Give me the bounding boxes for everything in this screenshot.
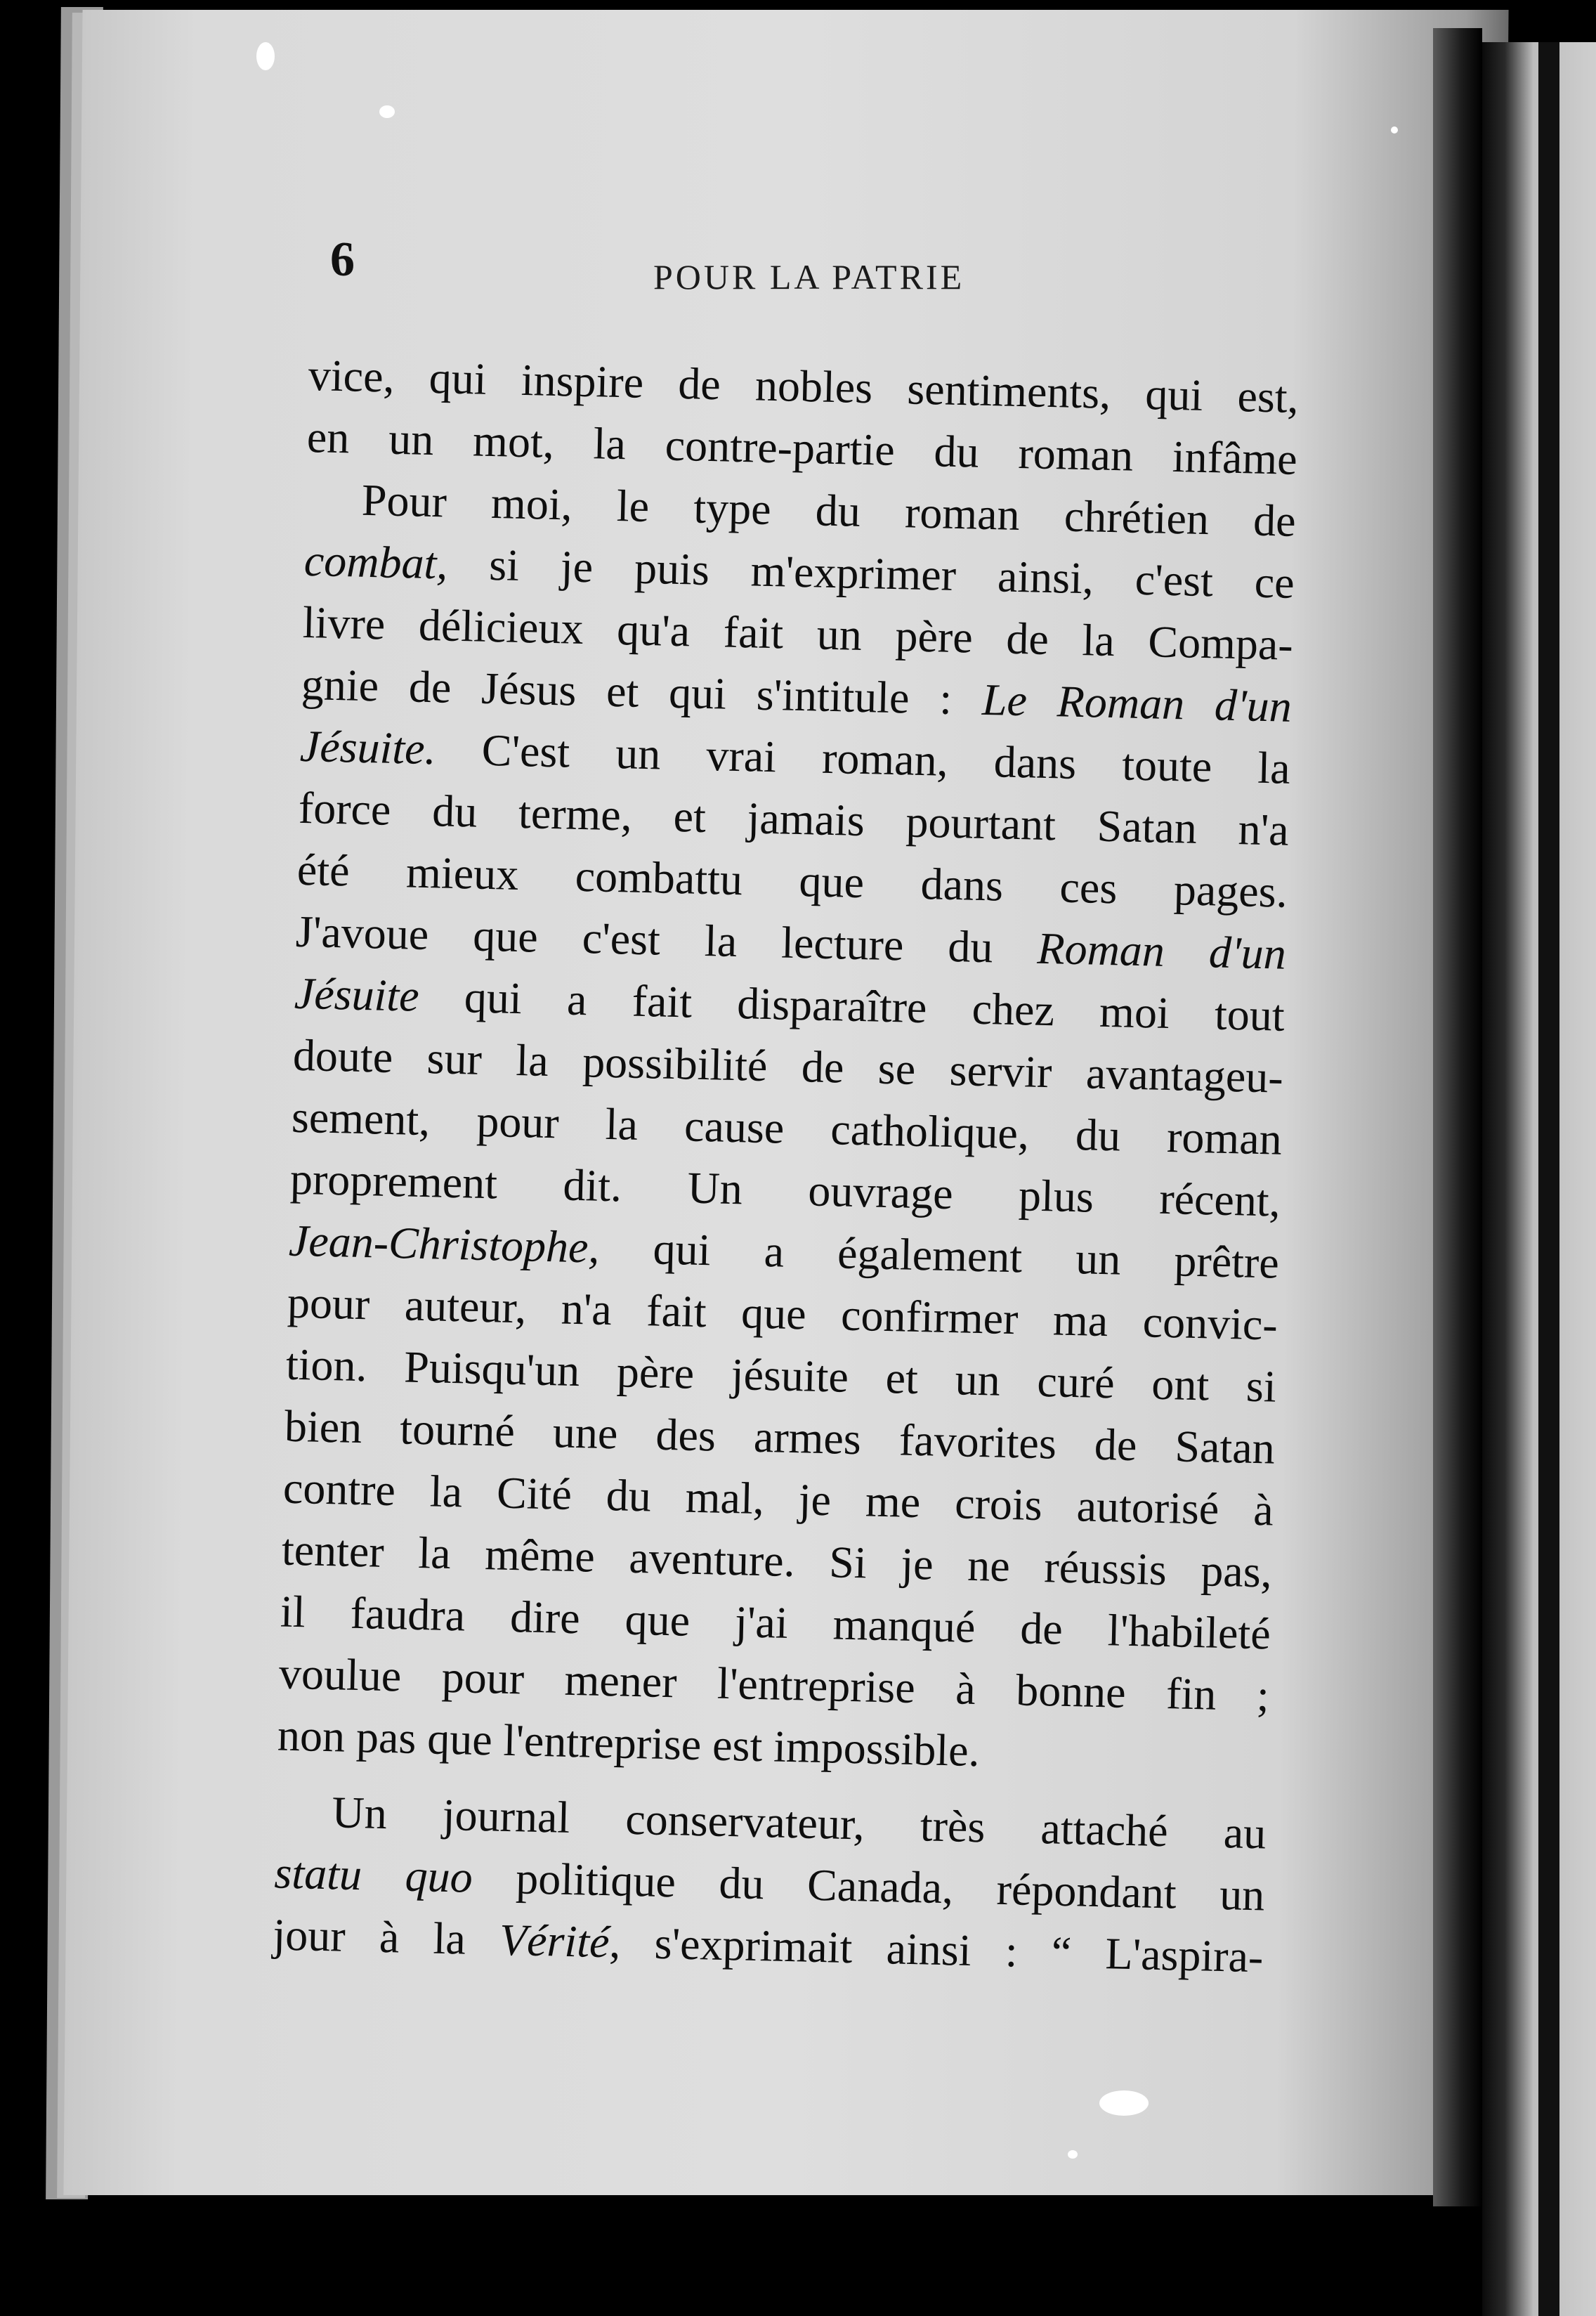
text-line: voulue pour mener l'entreprise à bonne fin ; bbox=[278, 1648, 1270, 1721]
running-title: POUR LA PATRIE bbox=[653, 257, 965, 297]
dust-speck bbox=[1391, 126, 1398, 134]
text-line: bien tourné une des armes favorites de Satan bbox=[284, 1400, 1276, 1473]
text-line: en un mot, la contre-partie du roman infâme bbox=[306, 411, 1298, 484]
text-line: sement, pour la cause catholique, du roman bbox=[291, 1091, 1283, 1164]
text-line: Pour moi, le type du roman chrétien de bbox=[361, 474, 1297, 546]
gutter-shadow bbox=[1433, 28, 1482, 2206]
text-line: Jean-Christophe, qui a également un prêtre bbox=[288, 1215, 1280, 1288]
dust-speck bbox=[379, 105, 395, 118]
text-line: il faudra dire que j'ai manqué de l'habileté bbox=[280, 1586, 1271, 1659]
text-line: Jésuite qui a fait disparaître chez moi tout bbox=[294, 968, 1286, 1041]
text-line: contre la Cité du mal, je me crois autorisé à bbox=[282, 1462, 1274, 1535]
text-line: livre délicieux qu'a fait un père de la Compa- bbox=[302, 597, 1294, 670]
text-line: J'avoue que c'est la lecture du Roman d'un bbox=[295, 906, 1287, 979]
text-line: gnie de Jésus et qui s'intitule : Le Roman d'un bbox=[301, 658, 1293, 731]
text-line: tenter la même aventure. Si je ne réussis pas, bbox=[281, 1524, 1273, 1597]
text-line: pour auteur, n'a fait que confirmer ma convic- bbox=[287, 1277, 1278, 1350]
text-line: combat, si je puis m'exprimer ainsi, c'est ce bbox=[303, 535, 1295, 608]
text-line: Un journal conservateur, très attaché au bbox=[331, 1787, 1267, 1859]
text-line: non pas que l'entreprise est impossible. bbox=[277, 1710, 981, 1776]
dust-speck bbox=[1099, 2090, 1149, 2116]
dust-speck bbox=[256, 42, 275, 70]
text-line: vice, qui inspire de nobles sentiments, qui est, bbox=[308, 349, 1300, 422]
dust-speck bbox=[1068, 2150, 1078, 2159]
text-line: statu quo politique du Canada, répondant un bbox=[273, 1847, 1266, 1920]
text-line: proprement dit. Un ouvrage plus récent, bbox=[289, 1153, 1281, 1226]
next-page-shadow bbox=[1538, 42, 1559, 2316]
page-number: 6 bbox=[330, 233, 355, 287]
text-line: force du terme, et jamais pourtant Satan n'a bbox=[298, 782, 1290, 855]
text-line: jour à la Vérité, s'exprimait ainsi : “ L'aspira- bbox=[272, 1909, 1264, 1982]
text-line: été mieux combattu que dans ces pages. bbox=[296, 844, 1288, 917]
body-text bbox=[273, 344, 1300, 1988]
text-line: Jésuite. C'est un vrai roman, dans toute la bbox=[299, 720, 1291, 793]
text-line: tion. Puisqu'un père jésuite et un curé ont si bbox=[285, 1339, 1277, 1412]
text-line: doute sur la possibilité de se servir avantageu- bbox=[292, 1029, 1284, 1102]
